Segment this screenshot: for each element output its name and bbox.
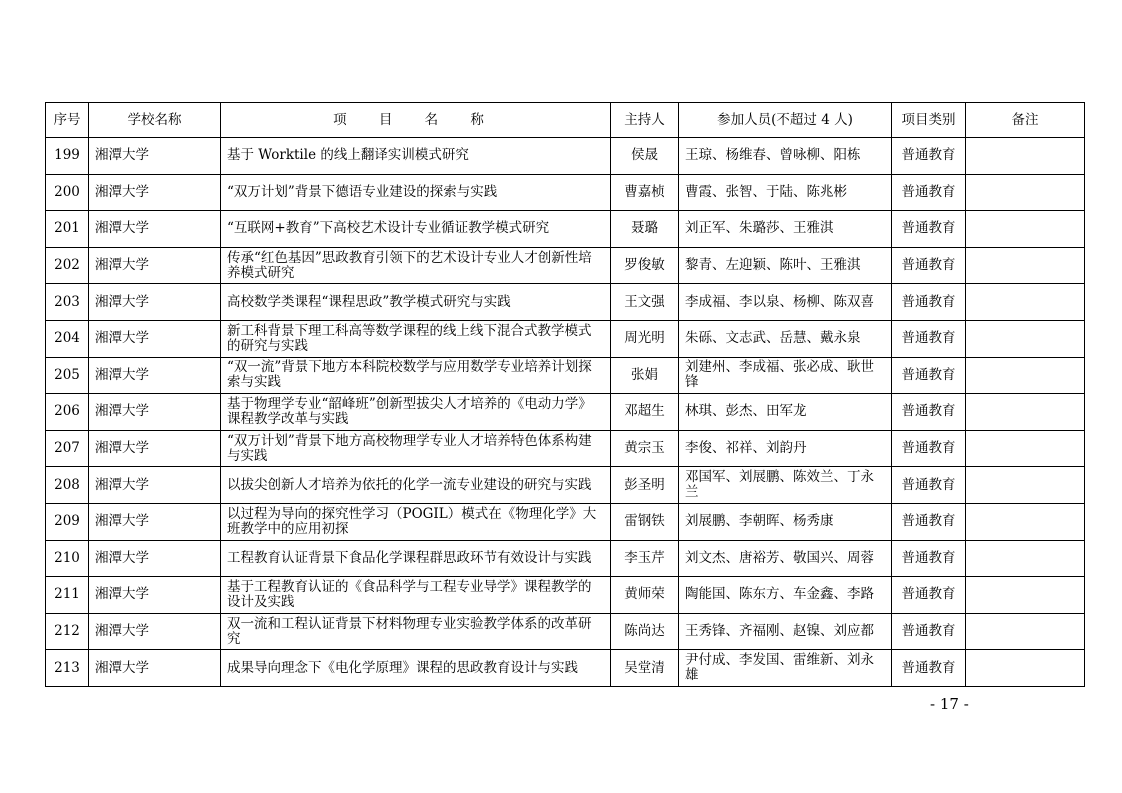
cell-school: 湘潭大学: [89, 577, 221, 614]
table-row: [46, 650, 1085, 687]
cell-members: 刘正军、朱璐莎、王雅淇: [679, 211, 892, 248]
cell-seq: 200: [46, 174, 89, 211]
header-category: 项目类别: [892, 103, 966, 138]
cell-members: 李成福、李以泉、杨柳、陈双喜: [679, 284, 892, 321]
cell-school: 湘潭大学: [89, 613, 221, 650]
cell-school: 湘潭大学: [89, 503, 221, 540]
cell-host: 曹嘉桢: [611, 174, 679, 211]
cell-host: 张娟: [611, 357, 679, 394]
cell-school: 湘潭大学: [89, 430, 221, 467]
cell-title: 以拔尖创新人才培养为依托的化学一流专业建设的研究与实践: [221, 467, 611, 504]
cell-seq: 205: [46, 357, 89, 394]
cell-school: 湘潭大学: [89, 284, 221, 321]
cell-seq: 203: [46, 284, 89, 321]
cell-title: 成果导向理念下《电化学原理》课程的思政教育设计与实践: [221, 650, 611, 687]
cell-category: 普通教育: [892, 284, 966, 321]
cell-seq: 207: [46, 430, 89, 467]
header-members: 参加人员(不超过 4 人): [679, 103, 892, 138]
cell-school: 湘潭大学: [89, 320, 221, 357]
table-row: [46, 577, 1085, 614]
cell-category: 普通教育: [892, 577, 966, 614]
cell-note: [966, 613, 1085, 650]
cell-title: 高校数学类课程“课程思政”教学模式研究与实践: [221, 284, 611, 321]
table-row: [46, 357, 1085, 394]
cell-members: 刘文杰、唐裕芳、敬国兴、周蓉: [679, 540, 892, 577]
cell-seq: 208: [46, 467, 89, 504]
cell-host: 罗俊敏: [611, 247, 679, 284]
cell-category: 普通教育: [892, 394, 966, 431]
cell-note: [966, 430, 1085, 467]
cell-category: 普通教育: [892, 430, 966, 467]
cell-host: 邓超生: [611, 394, 679, 431]
cell-host: 黄宗玉: [611, 430, 679, 467]
cell-note: [966, 540, 1085, 577]
cell-members: 李俊、祁祥、刘韵丹: [679, 430, 892, 467]
cell-title: 工程教育认证背景下食品化学课程群思政环节有效设计与实践: [221, 540, 611, 577]
cell-seq: 206: [46, 394, 89, 431]
cell-school: 湘潭大学: [89, 394, 221, 431]
table-row: [46, 138, 1085, 175]
table-row: [46, 430, 1085, 467]
cell-title: “双一流”背景下地方本科院校数学与应用数学专业培养计划探索与实践: [221, 357, 611, 394]
cell-seq: 204: [46, 320, 89, 357]
cell-school: 湘潭大学: [89, 211, 221, 248]
project-table: [45, 102, 1085, 687]
cell-title: 以过程为导向的探究性学习（POGIL）模式在《物理化学》大班教学中的应用初探: [221, 503, 611, 540]
table-row: [46, 540, 1085, 577]
table-row: [46, 247, 1085, 284]
cell-category: 普通教育: [892, 503, 966, 540]
cell-members: 陶能国、陈东方、车金鑫、李路: [679, 577, 892, 614]
cell-note: [966, 174, 1085, 211]
table-row: [46, 320, 1085, 357]
cell-title: 双一流和工程认证背景下材料物理专业实验教学体系的改革研究: [221, 613, 611, 650]
table-row: [46, 394, 1085, 431]
header-seq: 序号: [46, 103, 89, 138]
cell-host: 周光明: [611, 320, 679, 357]
cell-category: 普通教育: [892, 247, 966, 284]
cell-category: 普通教育: [892, 174, 966, 211]
cell-host: 侯晟: [611, 138, 679, 175]
cell-category: 普通教育: [892, 211, 966, 248]
table-row: [46, 503, 1085, 540]
cell-school: 湘潭大学: [89, 467, 221, 504]
cell-school: 湘潭大学: [89, 650, 221, 687]
cell-seq: 201: [46, 211, 89, 248]
cell-host: 李玉芹: [611, 540, 679, 577]
page-number: - 17 -: [930, 695, 969, 713]
cell-members: 朱砾、文志武、岳慧、戴永泉: [679, 320, 892, 357]
table-row: [46, 467, 1085, 504]
table-row: [46, 211, 1085, 248]
cell-host: 雷钢铁: [611, 503, 679, 540]
cell-title: “互联网+教育”下高校艺术设计专业循证教学模式研究: [221, 211, 611, 248]
cell-members: 林琪、彭杰、田军龙: [679, 394, 892, 431]
cell-seq: 211: [46, 577, 89, 614]
cell-category: 普通教育: [892, 650, 966, 687]
cell-note: [966, 357, 1085, 394]
cell-seq: 213: [46, 650, 89, 687]
header-school: 学校名称: [89, 103, 221, 138]
cell-members: 刘展鹏、李朝晖、杨秀康: [679, 503, 892, 540]
cell-category: 普通教育: [892, 540, 966, 577]
cell-category: 普通教育: [892, 320, 966, 357]
cell-title: 基于 Worktile 的线上翻译实训模式研究: [221, 138, 611, 175]
cell-host: 陈尚达: [611, 613, 679, 650]
cell-category: 普通教育: [892, 613, 966, 650]
cell-category: 普通教育: [892, 357, 966, 394]
cell-category: 普通教育: [892, 138, 966, 175]
cell-note: [966, 247, 1085, 284]
cell-seq: 202: [46, 247, 89, 284]
cell-title: 传承“红色基因”思政教育引领下的艺术设计专业人才创新性培养模式研究: [221, 247, 611, 284]
cell-school: 湘潭大学: [89, 174, 221, 211]
cell-members: 刘建州、李成福、张必成、耿世锋: [679, 357, 892, 394]
table-row: [46, 284, 1085, 321]
cell-title: 基于工程教育认证的《食品科学与工程专业导学》课程教学的设计及实践: [221, 577, 611, 614]
table-row: [46, 613, 1085, 650]
cell-note: [966, 211, 1085, 248]
cell-members: 王秀锋、齐福刚、赵镍、刘应都: [679, 613, 892, 650]
cell-note: [966, 503, 1085, 540]
header-host: 主持人: [611, 103, 679, 138]
cell-category: 普通教育: [892, 467, 966, 504]
cell-host: 聂璐: [611, 211, 679, 248]
cell-seq: 209: [46, 503, 89, 540]
cell-host: 王文强: [611, 284, 679, 321]
cell-host: 黄师荣: [611, 577, 679, 614]
cell-school: 湘潭大学: [89, 138, 221, 175]
cell-school: 湘潭大学: [89, 357, 221, 394]
cell-members: 尹付成、李发国、雷维新、刘永雄: [679, 650, 892, 687]
table-row: [46, 174, 1085, 211]
cell-title: “双万计划”背景下地方高校物理学专业人才培养特色体系构建与实践: [221, 430, 611, 467]
cell-school: 湘潭大学: [89, 247, 221, 284]
cell-school: 湘潭大学: [89, 540, 221, 577]
cell-note: [966, 138, 1085, 175]
cell-note: [966, 394, 1085, 431]
cell-title: 基于物理学专业“韶峰班”创新型拔尖人才培养的《电动力学》课程教学改革与实践: [221, 394, 611, 431]
cell-note: [966, 320, 1085, 357]
cell-members: 王琼、杨维春、曾咏柳、阳栋: [679, 138, 892, 175]
header-title: 项 目 名 称: [221, 103, 611, 138]
cell-members: 曹霞、张智、于陆、陈兆彬: [679, 174, 892, 211]
header-note: 备注: [966, 103, 1085, 138]
cell-note: [966, 577, 1085, 614]
cell-note: [966, 650, 1085, 687]
cell-seq: 210: [46, 540, 89, 577]
table-header-row: [46, 103, 1085, 138]
cell-host: 彭圣明: [611, 467, 679, 504]
cell-members: 黎青、左迎颖、陈叶、王雅淇: [679, 247, 892, 284]
cell-title: 新工科背景下理工科高等数学课程的线上线下混合式教学模式的研究与实践: [221, 320, 611, 357]
cell-note: [966, 284, 1085, 321]
cell-members: 邓国军、刘展鹏、陈效兰、丁永兰: [679, 467, 892, 504]
cell-title: “双万计划”背景下德语专业建设的探索与实践: [221, 174, 611, 211]
cell-host: 吴堂清: [611, 650, 679, 687]
cell-note: [966, 467, 1085, 504]
cell-seq: 199: [46, 138, 89, 175]
cell-seq: 212: [46, 613, 89, 650]
